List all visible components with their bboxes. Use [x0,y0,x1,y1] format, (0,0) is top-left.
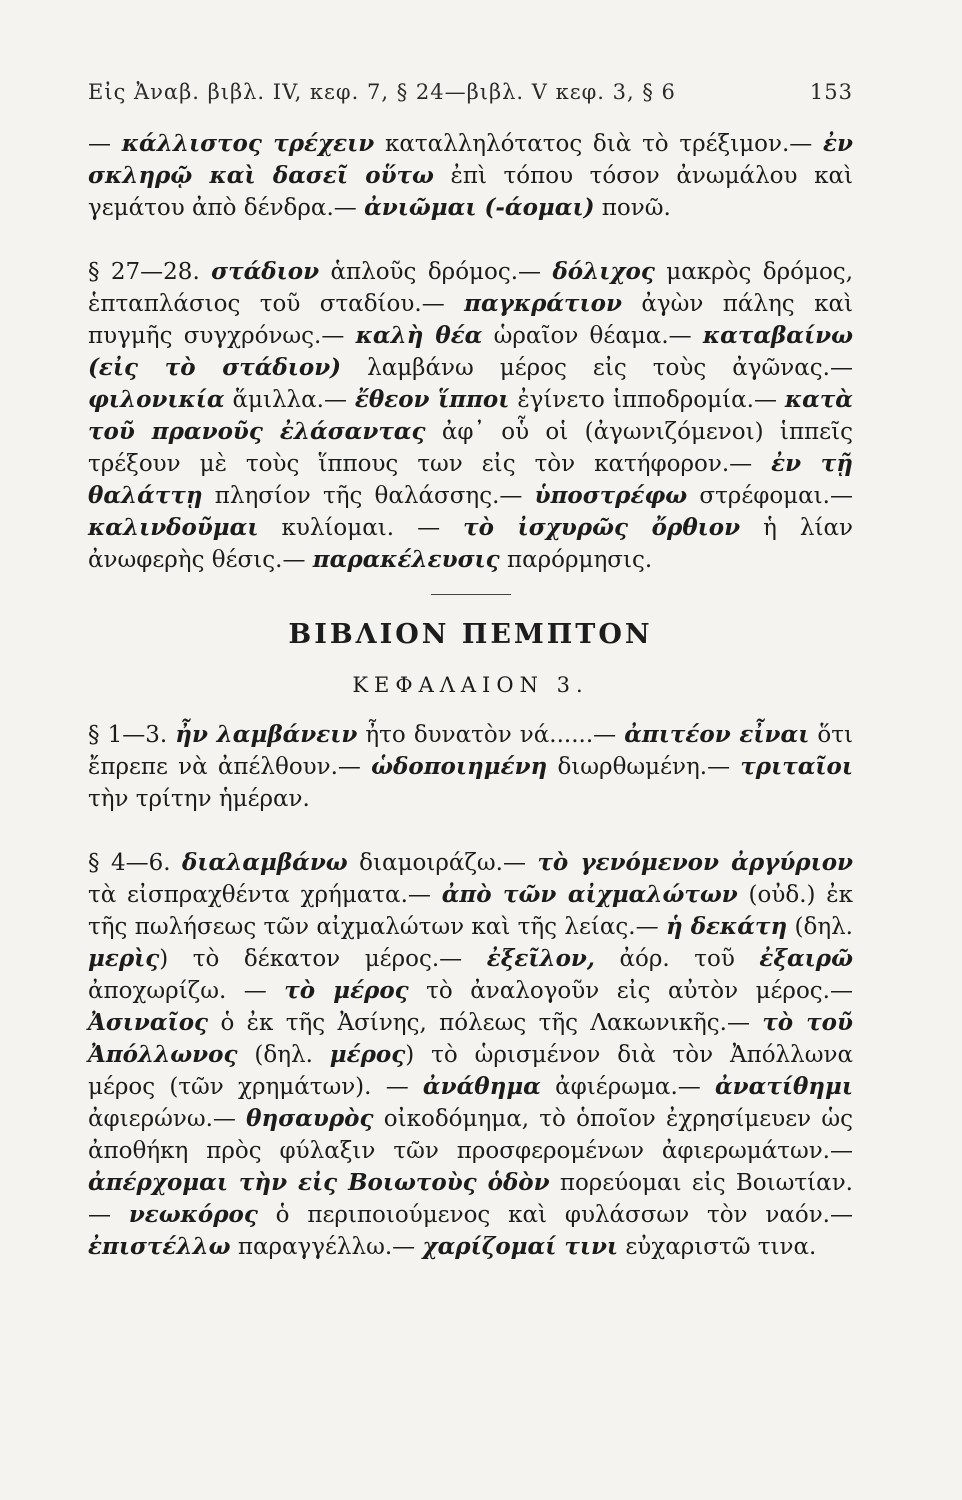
lemma-term: νεωκόρος [128,1201,258,1228]
gloss-text: ἦτο δυνατὸν νά......— [357,722,625,748]
gloss-text: διωρθωμένη.— [547,754,741,780]
gloss-text: πονῶ. [594,195,671,221]
gloss-text: ἐγίνετο ἱπποδρομία.— [509,387,785,413]
gloss-text: (δηλ. [787,914,853,940]
gloss-text: (δηλ. [237,1042,330,1068]
lemma-term: στάδιον [211,258,320,285]
chapter-title: ΚΕΦΑΛΑΙΟΝ 3. [352,673,589,697]
lemma-term: ἐπιστέλλω [88,1233,231,1260]
paragraph-spacer [88,815,853,847]
lemma-term: τὸ μέρος [284,977,409,1004]
gloss-text: ) τὸ ὡρισμένον διὰ τὸν Ἀπόλλωνα μέρος (τῶν χρημάτων). — [88,1042,853,1100]
lemma-term: καλινδοῦμαι [88,514,259,541]
section-divider [431,594,511,595]
lemma-term: ἐν τῇ θαλάττῃ [88,450,853,509]
lemma-term: ἀνατίθημι [714,1073,853,1100]
lemma-term: φιλονικία [88,386,225,413]
gloss-text: ) τὸ δέκατον μέρος.— [159,946,487,972]
lemma-term: ἡ δεκάτη [665,913,788,940]
gloss-text: στρέφομαι.— [687,483,853,509]
gloss-text: ἡ λίαν ἀνωφερὴς θέσις.— [88,515,853,573]
gloss-text: § 27—28. [88,259,212,285]
lemma-term: ἐν σκληρῷ καὶ δασεῖ οὕτω [88,130,853,189]
lemma-term: ἔθεον ἵπποι [354,386,510,413]
lemma-term: ἐξεῖλον, [486,945,595,972]
gloss-text: ἀόρ. τοῦ [594,946,760,972]
paragraph-4 [88,847,853,1263]
lemma-term: ἀπιτέον εἶναι [624,721,810,748]
gloss-text: μακρὸς δρόμος, ἑπταπλάσιος τοῦ σταδίου.— [88,259,854,317]
lemma-term: διαλαμβάνω [182,849,348,876]
lemma-term: θησαυρὸς [246,1105,374,1132]
gloss-text: ἐπὶ τόπου τόσον ἀνωμάλου καὶ γεμάτου ἀπὸ δένδρα.— [88,163,853,221]
lemma-term: καλὴ θέα [355,322,483,349]
gloss-text: (οὐδ.) ἐκ τῆς πωλήσεως τῶν αἰχμαλώτων καὶ τῆς λείας.— [88,882,854,940]
gloss-text: κυλίομαι. — [258,515,464,541]
lemma-term: κάλλιστος τρέχειν [121,130,375,157]
gloss-text: διαμοιράζω.— [347,850,538,876]
gloss-text: ἀφιέρωμα.— [540,1074,715,1100]
gloss-text: παραγγέλλω.— [230,1234,423,1260]
lemma-term: καταβαίνω (εἰς τὸ στάδιον) [88,322,853,381]
gloss-text: ἀφ᾽ οὗ οἱ (ἀγωνιζόμενοι) ἱππεῖς τρέξουν μὲ τοὺς ἵππους των εἰς τὸν κατήφορον.— [88,419,853,477]
gloss-text: ὁ ἐκ τῆς Ἀσίνης, πόλεως τῆς Λακωνικῆς.— [208,1010,763,1036]
gloss-text: § 4—6. [88,850,183,876]
lemma-term: Ἀσιναῖος [88,1009,209,1036]
gloss-text: καταλληλότατος διὰ τὸ τρέξιμον.— [374,131,824,157]
book-title: ΒΙΒΛΙΟΝ ΠΕΜΠΤΟΝ [288,619,653,650]
lemma-term: ἀνάθημα [422,1073,541,1100]
lemma-term: τὸ τοῦ Ἀπόλλωνος [88,1009,853,1068]
commentary-body [88,128,853,1263]
paragraph-2 [88,256,853,576]
gloss-text: ἁπλοῦς δρόμος.— [319,259,553,285]
gloss-text: § 1—3. [88,722,176,748]
lemma-term: ὡδοποιημένη [371,753,548,780]
gloss-text: τὸ ἀναλογοῦν εἰς αὐτὸν μέρος.— [408,978,853,1004]
lemma-term: τριταῖοι [740,753,854,780]
page-number: 153 [809,80,853,104]
gloss-text: τὴν τρίτην ἡμέραν. [88,786,310,812]
lemma-term: ἀνιῶμαι (-άομαι) [364,194,595,221]
gloss-text: πλησίον τῆς θαλάσσης.— [202,483,535,509]
lemma-term: ὑποστρέφω [534,482,688,509]
lemma-term: ἐξαιρῶ [759,945,854,972]
lemma-term: παγκράτιον [464,290,622,317]
gloss-text: ἅμιλλα.— [224,387,355,413]
running-head [88,80,853,104]
gloss-text: παρόρμησις. [499,547,653,573]
lemma-term: τὸ γενόμενον ἀργύριον [537,849,854,876]
lemma-term: τὸ ἰσχυρῶς ὄρθιον [463,514,741,541]
gloss-text: ἀποχωρίζω. — [88,978,285,1004]
gloss-text: λαμβάνω μέρος εἰς τοὺς ἀγῶνας.— [341,355,853,381]
gloss-text: τὰ εἰσπραχθέντα χρήματα.— [88,882,442,908]
lemma-term: μέρος [329,1041,406,1068]
gloss-text: πορεύομαι εἰς Βοιωτίαν.— [88,1170,853,1228]
gloss-text: εὐχαριστῶ τινα. [618,1234,817,1260]
gloss-text: ἀγὼν πάλης καὶ πυγμῆς συγχρόνως.— [88,291,853,349]
gloss-text: ἀφιερώνω.— [88,1106,247,1132]
lemma-term: κατὰ τοῦ πρανοῦς ἐλάσαντας [88,386,853,445]
lemma-term: παρακέλευσις [312,546,500,573]
lemma-term: ἀπὸ τῶν αἰχμαλώτων [441,881,738,908]
lemma-term: ἀπέρχομαι τὴν εἰς Βοιωτοὺς ὁδὸν [88,1169,550,1196]
gloss-text: ὅτι ἔπρεπε νὰ ἀπέλθουν.— [88,722,853,780]
lemma-term: ἦν λαμβάνειν [175,721,358,748]
gloss-text: — [88,131,122,157]
gloss-text: ὡραῖον θέαμα.— [482,323,703,349]
gloss-text: ὁ περιποιούμενος καὶ φυλάσσων τὸν ναόν.— [257,1202,853,1228]
paragraph-spacer [88,224,853,256]
lemma-term: δόλιχος [552,258,655,285]
running-title: Εἰς Ἀναβ. βιβλ. IV, κεφ. 7, § 24—βιβλ. V κεφ. 3, § 6 [88,80,676,104]
gloss-text: οἰκοδόμημα, τὸ ὁποῖον ἐχρησίμευεν ὡς ἀποθήκη πρὸς φύλαξιν τῶν προσφερομένων ἀφιερωμάτων.— [88,1106,853,1164]
lemma-term: χαρίζομαί τινι [422,1233,619,1260]
paragraph-3 [88,719,853,815]
paragraph-1 [88,128,853,224]
lemma-term: μερὶς [88,945,160,972]
